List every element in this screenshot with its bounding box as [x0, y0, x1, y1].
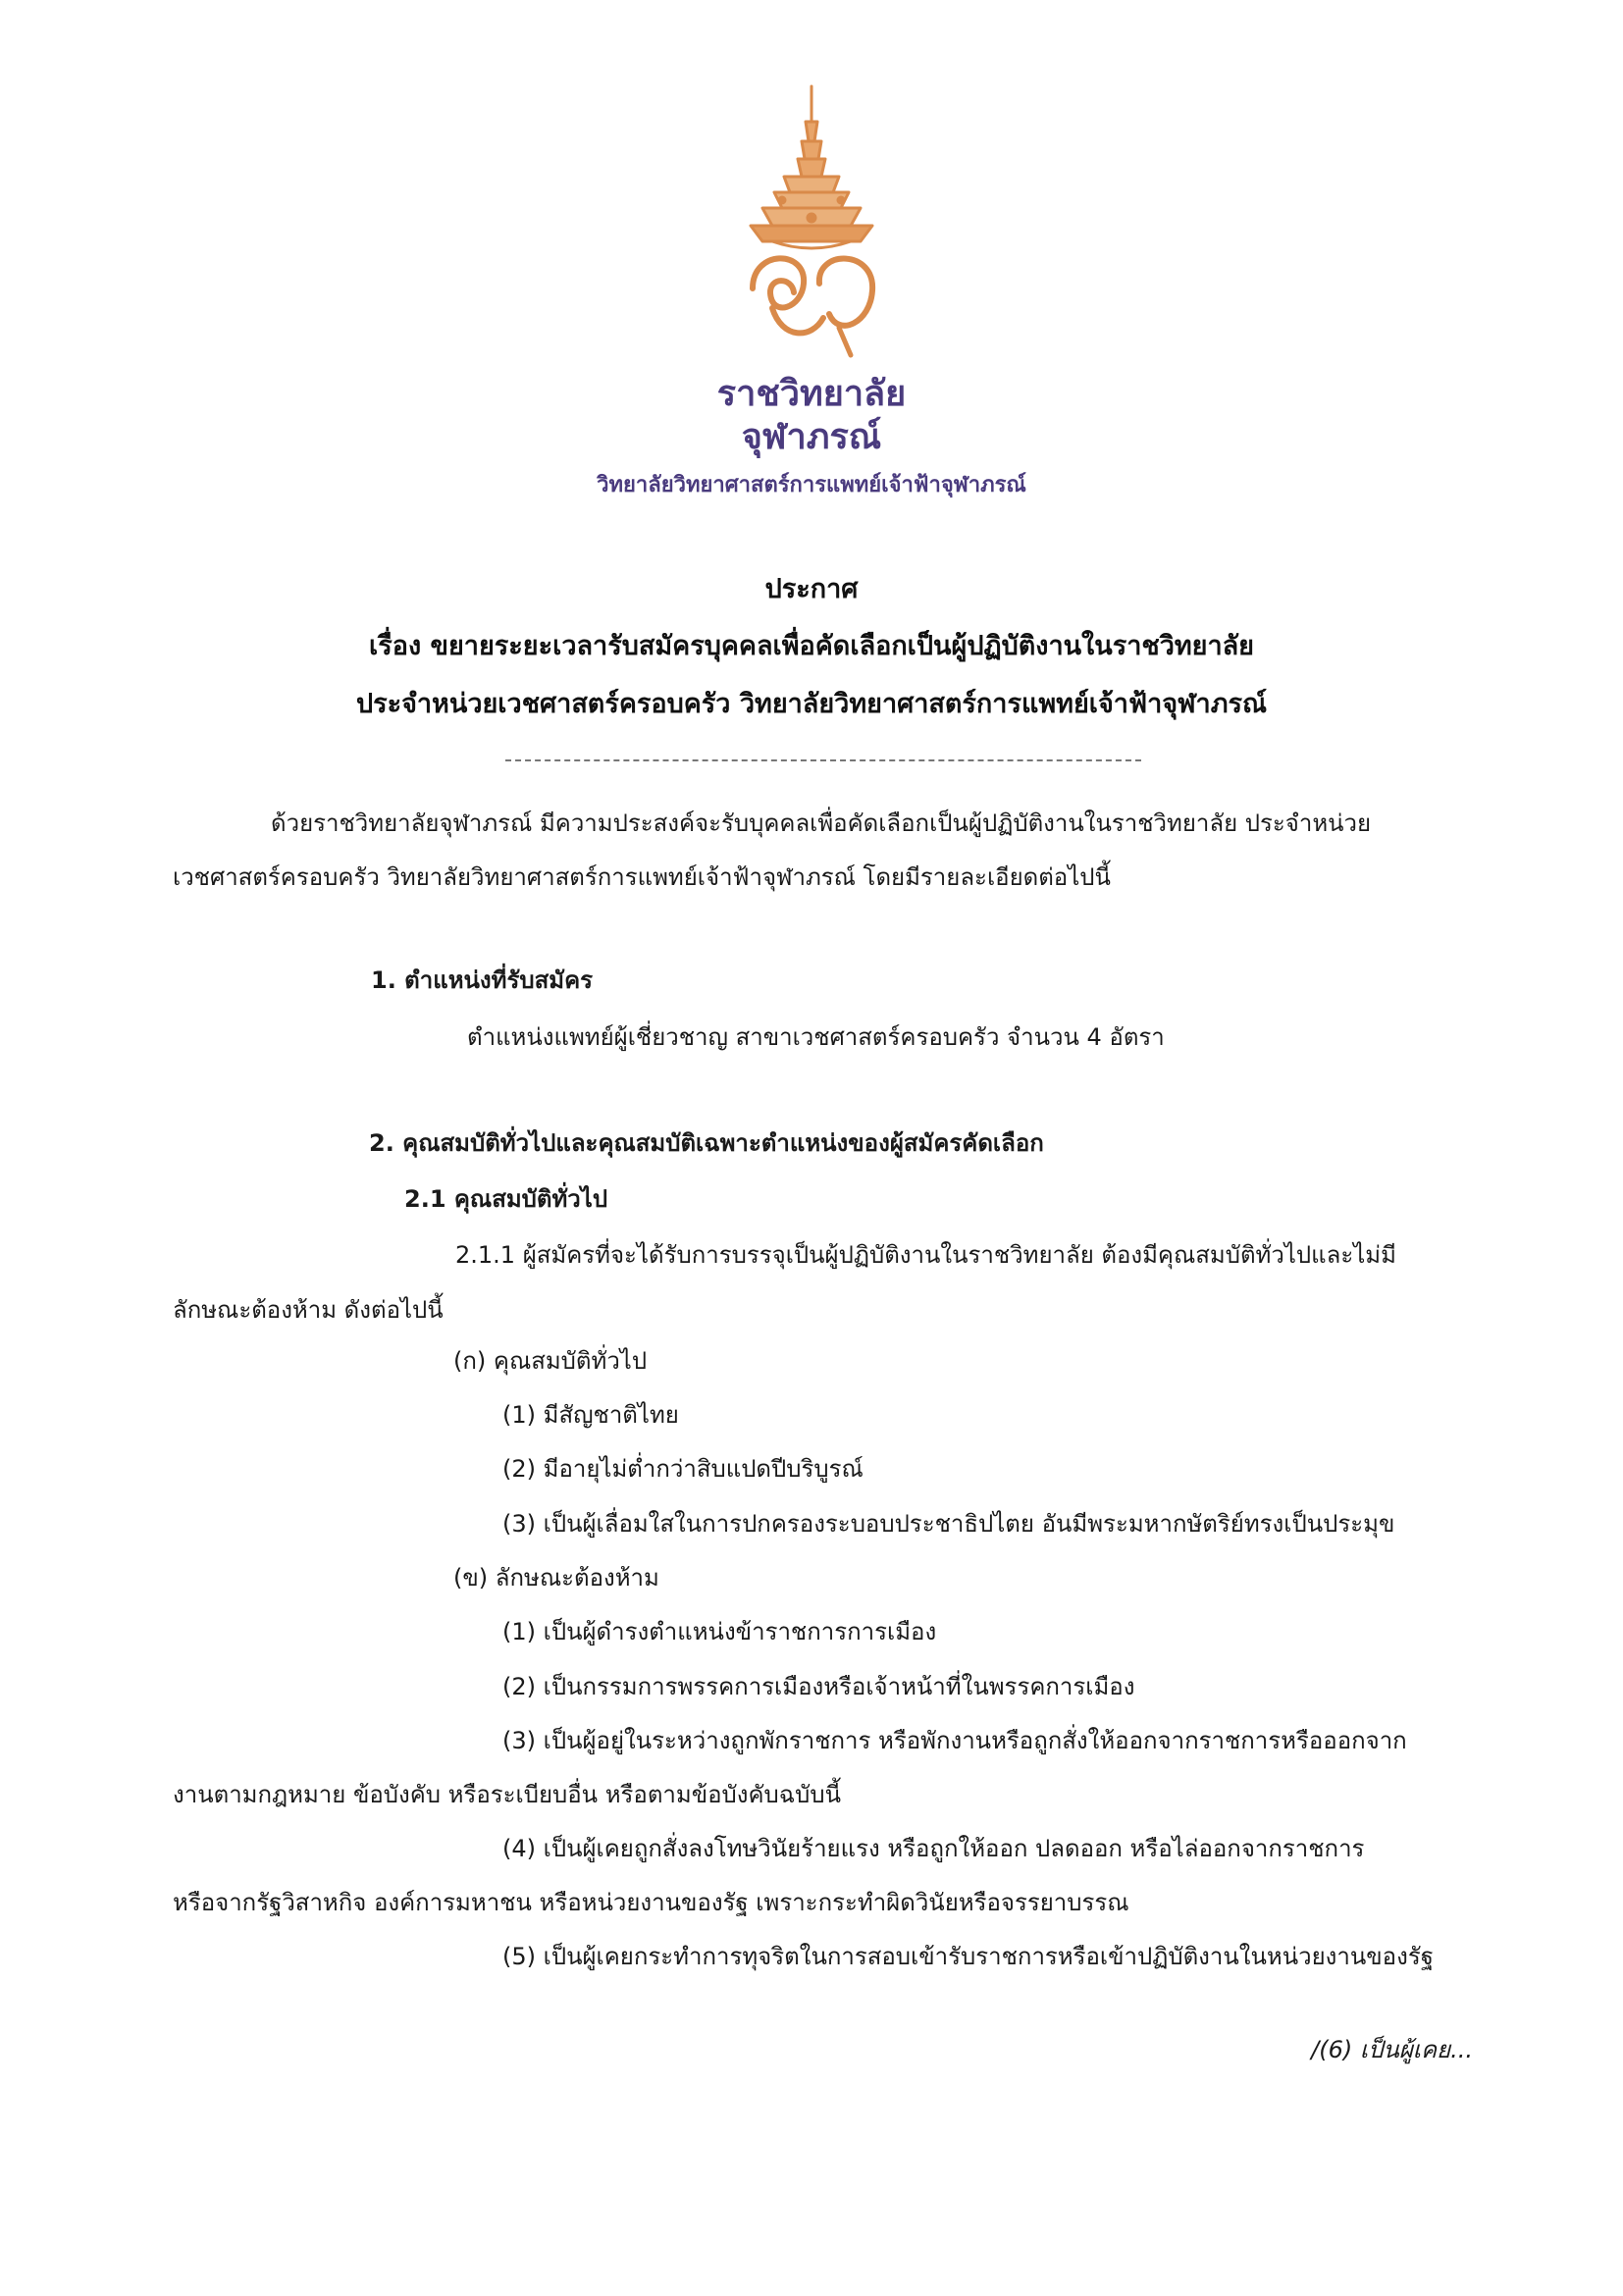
group-b-item: (1) เป็นผู้ดำรงตำแหน่งข้าราชการการเมือง — [502, 1618, 937, 1645]
faculty-name: วิทยาลัยวิทยาศาสตร์การแพทย์เจ้าฟ้าจุฬาภรณ์ — [597, 473, 1026, 497]
group-b-item: (3) เป็นผู้อยู่ในระหว่างถูกพักราชการ หรือพักงานหรือถูกสั่งให้ออกจากราชการหรือออกจาก — [502, 1727, 1407, 1754]
group-a-heading: (ก) คุณสมบัติทั่วไป — [453, 1347, 648, 1375]
group-b-item: (2) เป็นกรรมการพรรคการเมืองหรือเจ้าหน้าที่ในพรรคการเมือง — [502, 1673, 1135, 1700]
group-b-item-continuation: งานตามกฎหมาย ข้อบังคับ หรือระเบียบอื่น หรือตามข้อบังคับฉบับนี้ — [173, 1781, 842, 1808]
section2-heading: 2. คุณสมบัติทั่วไปและคุณสมบัติเฉพาะตำแหน่งของผู้สมัครคัดเลือก — [369, 1129, 1044, 1157]
p211-line1: 2.1.1 ผู้สมัครที่จะได้รับการบรรจุเป็นผู้ปฏิบัติงานในราชวิทยาลัย ต้องมีคุณสมบัติทั่วไปและไม่มี — [455, 1241, 1396, 1269]
group-a-item: (2) มีอายุไม่ต่ำกว่าสิบแปดปีบริบูรณ์ — [502, 1455, 864, 1483]
separator-line — [505, 759, 1141, 761]
intro-line2: เวชศาสตร์ครอบครัว วิทยาลัยวิทยาศาสตร์การแพทย์เจ้าฟ้าจุฬาภรณ์ โดยมีรายละเอียดต่อไปนี้ — [173, 863, 1111, 891]
group-b-heading: (ข) ลักษณะต้องห้าม — [453, 1564, 659, 1592]
announcement-subject-line2: ประจำหน่วยเวชศาสตร์ครอบครัว วิทยาลัยวิทยาศาสตร์การแพทย์เจ้าฟ้าจุฬาภรณ์ — [355, 689, 1268, 719]
group-b-item: (5) เป็นผู้เคยกระทำการทุจริตในการสอบเข้ารับราชการหรือเข้าปฏิบัติงานในหน่วยงานของรัฐ — [502, 1943, 1434, 1970]
group-b-item-continuation: หรือจากรัฐวิสาหกิจ องค์การมหาชน หรือหน่วยงานของรัฐ เพราะกระทำผิดวินัยหรือจรรยาบรรณ — [173, 1889, 1129, 1916]
intro-line1: ด้วยราชวิทยาลัยจุฬาภรณ์ มีความประสงค์จะรับบุคคลเพื่อคัดเลือกเป็นผู้ปฏิบัติงานในราชวิทยาลัย ประจำหน่วย — [271, 809, 1372, 837]
college-logo-icon — [713, 82, 910, 367]
section1-heading: 1. ตำแหน่งที่รับสมัคร — [371, 966, 594, 994]
announcement-heading: ประกาศ — [764, 574, 859, 604]
p211-line2: ลักษณะต้องห้าม ดังต่อไปนี้ — [173, 1296, 444, 1324]
group-b-item: (4) เป็นผู้เคยถูกสั่งลงโทษวินัยร้ายแรง หรือถูกให้ออก ปลดออก หรือไล่ออกจากราชการ — [502, 1835, 1365, 1862]
section1-body: ตำแหน่งแพทย์ผู้เชี่ยวชาญ สาขาเวชศาสตร์ครอบครัว จำนวน 4 อัตรา — [467, 1023, 1165, 1051]
college-name-line1: ราชวิทยาลัย — [716, 374, 907, 414]
section2-sub-heading: 2.1 คุณสมบัติทั่วไป — [404, 1185, 608, 1213]
college-name-line2: จุฬาภรณ์ — [741, 417, 882, 457]
group-a-item: (1) มีสัญชาติไทย — [502, 1401, 679, 1429]
continuation-note: /(6) เป็นผู้เคย... — [1311, 2036, 1473, 2063]
announcement-subject-line1: เรื่อง ขยายระยะเวลารับสมัครบุคคลเพื่อคัดเลือกเป็นผู้ปฏิบัติงานในราชวิทยาลัย — [369, 631, 1254, 661]
group-a-item: (3) เป็นผู้เลื่อมใสในการปกครองระบอบประชาธิปไตย อันมีพระมหากษัตริย์ทรงเป็นประมุข — [502, 1510, 1395, 1538]
